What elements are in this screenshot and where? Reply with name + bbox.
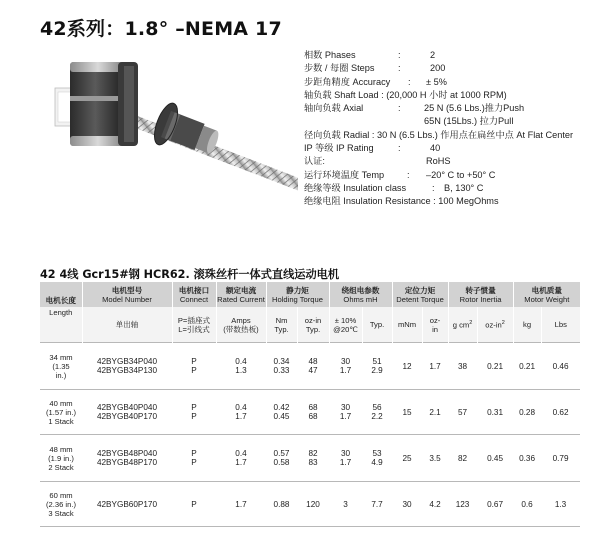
spec-row: 绝缘电阻 Insulation Resistance : 100 MegOhms [304, 196, 499, 207]
cell-length: 40 mm (1.57 in.) 1 Stack [40, 390, 82, 435]
cell-gcm2: 123 [448, 482, 477, 527]
unit-inertia-ozin2: $oz-in^2$ [477, 307, 513, 343]
table-row [40, 390, 580, 435]
spec-row: 绝缘等级 Insulation class : B, 130° C [304, 182, 484, 193]
cell-model: 42BYGB60P170 [82, 482, 172, 527]
header-rotor-inertia: 转子惯量 Rotor Inertia [448, 282, 513, 307]
cell-nm: 0.42 0.45 [266, 390, 297, 435]
header-row [40, 282, 580, 307]
cell-detent-ozin: 1.7 [422, 343, 448, 390]
header-current: 额定电流 Rated Current [216, 282, 266, 307]
cell-detent-ozin: 4.2 [422, 482, 448, 527]
cell-ohms: 30 1.7 [329, 390, 362, 435]
cell-length: 48 mm (1.9 in.) 2 Stack [40, 435, 82, 482]
cell-lbs: 0.62 [541, 390, 580, 435]
cell-kg: 0.6 [513, 482, 541, 527]
cell-lbs: 0.79 [541, 435, 580, 482]
spec-row: 轴负载 Shaft Load : (20,000 H 小时 at 1000 RPM) [304, 89, 507, 100]
cell-inertia-ozin2: 0.67 [477, 482, 513, 527]
unit-gcm2: g $cm^2$ [448, 307, 477, 343]
cell-length: 60 mm (2.36 in.) 3 Stack [40, 482, 82, 527]
header-length: 电机长度 [40, 282, 82, 307]
cell-connect: P P [172, 435, 216, 482]
cell-amps: 0.4 1.7 [216, 435, 266, 482]
cell-connect: P [172, 482, 216, 527]
cell-mh: 7.7 [362, 482, 392, 527]
header-holding-torque: 静力矩 Holding Torque [266, 282, 329, 307]
cell-ozin: 68 68 [297, 390, 329, 435]
spec-row: 运行环境温度 Temp : –20° C to +50° C [304, 169, 496, 180]
cell-ozin: 120 [297, 482, 329, 527]
cell-gcm2: 82 [448, 435, 477, 482]
cell-model: 42BYGB48P040 42BYGB48P170 [82, 435, 172, 482]
header-motor-weight: 电机质量 Motor Weight [513, 282, 580, 307]
cell-mnm: 30 [392, 482, 422, 527]
cell-inertia-ozin2: 0.31 [477, 390, 513, 435]
cell-mh: 56 2.2 [362, 390, 392, 435]
cell-inertia-ozin2: 0.45 [477, 435, 513, 482]
cell-mnm: 15 [392, 390, 422, 435]
unit-mnm: mNm [392, 307, 422, 343]
cell-connect: P P [172, 390, 216, 435]
cell-ohms: 3 [329, 482, 362, 527]
cell-model: 42BYGB40P040 42BYGB40P170 [82, 390, 172, 435]
cell-amps: 0.4 1.3 [216, 343, 266, 390]
cell-kg: 0.21 [513, 343, 541, 390]
unit-kg: kg [513, 307, 541, 343]
motor-ballscrew-image [40, 48, 298, 208]
cell-nm: 0.88 [266, 482, 297, 527]
unit-ohms: ± 10% @20℃ [329, 307, 362, 343]
cell-lbs: 0.46 [541, 343, 580, 390]
table-row [40, 343, 580, 390]
cell-detent-ozin: 3.5 [422, 435, 448, 482]
unit-lbs: Lbs [541, 307, 580, 343]
cell-detent-ozin: 2.1 [422, 390, 448, 435]
cell-ozin: 82 83 [297, 435, 329, 482]
cell-mnm: 12 [392, 343, 422, 390]
spec-row: 相数 Phases : 2 [304, 50, 436, 60]
cell-kg: 0.28 [513, 390, 541, 435]
header-connect: 电机接口 Connect [172, 282, 216, 307]
unit-amps: Amps (带数热板) [216, 307, 266, 343]
cell-amps: 0.4 1.7 [216, 390, 266, 435]
header-detent-torque: 定位力矩 Detent Torque [392, 282, 448, 307]
cell-mh: 51 2.9 [362, 343, 392, 390]
unit-detent-ozin: oz- in [422, 307, 448, 343]
unit-ozin: oz-in Typ. [297, 307, 329, 343]
table-title: 42 4线 Gcr15#钢 HCR62. 滚珠丝杆一体式直线运动电机 [40, 268, 340, 281]
table-row [40, 482, 580, 527]
table-row [40, 435, 580, 482]
spec-row: 步数 / 每圈 Steps : 200 [304, 63, 446, 74]
spec-row: 65N (15Lbs.) 拉力Pull [424, 116, 514, 127]
header-winding: 绕组电参数 Ohms mH [329, 282, 392, 307]
cell-connect: P P [172, 343, 216, 390]
cell-nm: 0.34 0.33 [266, 343, 297, 390]
page-title: 42系列：1.8° –NEMA 17 [40, 18, 282, 40]
unit-nm: Nm Typ. [266, 307, 297, 343]
cell-kg: 0.36 [513, 435, 541, 482]
units-row [40, 307, 580, 343]
cell-nm: 0.57 0.58 [266, 435, 297, 482]
cell-ohms: 30 1.7 [329, 435, 362, 482]
unit-mh: Typ. [362, 307, 392, 343]
cell-mh: 53 4.9 [362, 435, 392, 482]
header-model: 电机型号 Model Number [82, 282, 172, 307]
cell-model: 42BYGB34P040 42BYGB34P130 [82, 343, 172, 390]
spec-list [304, 49, 604, 209]
unit-connect: P=插座式 L=引线式 [172, 307, 216, 343]
cell-amps: 1.7 [216, 482, 266, 527]
cell-gcm2: 57 [448, 390, 477, 435]
cell-length: 34 mm (1.35 in.) [40, 343, 82, 390]
motor-spec-table [40, 282, 580, 527]
spec-row: IP 等级 IP Rating : 40 [304, 143, 441, 154]
spec-row: 认证: RoHS [304, 156, 451, 167]
cell-inertia-ozin2: 0.21 [477, 343, 513, 390]
spec-row: 径向负载 Radial : 30 N (6.5 Lbs.) 作用点在扁丝中点 At Flat Center [304, 129, 574, 140]
spec-row: 步距角精度 Accuracy : ± 5% [304, 76, 447, 87]
unit-length: Length [40, 307, 82, 343]
cell-ozin: 48 47 [297, 343, 329, 390]
cell-lbs: 1.3 [541, 482, 580, 527]
cell-gcm2: 38 [448, 343, 477, 390]
spec-row: 轴向负载 Axial : 25 N (5.6 Lbs.)推力Push [304, 103, 525, 114]
unit-model: 单出轴 [82, 307, 172, 343]
cell-mnm: 25 [392, 435, 422, 482]
cell-ohms: 30 1.7 [329, 343, 362, 390]
